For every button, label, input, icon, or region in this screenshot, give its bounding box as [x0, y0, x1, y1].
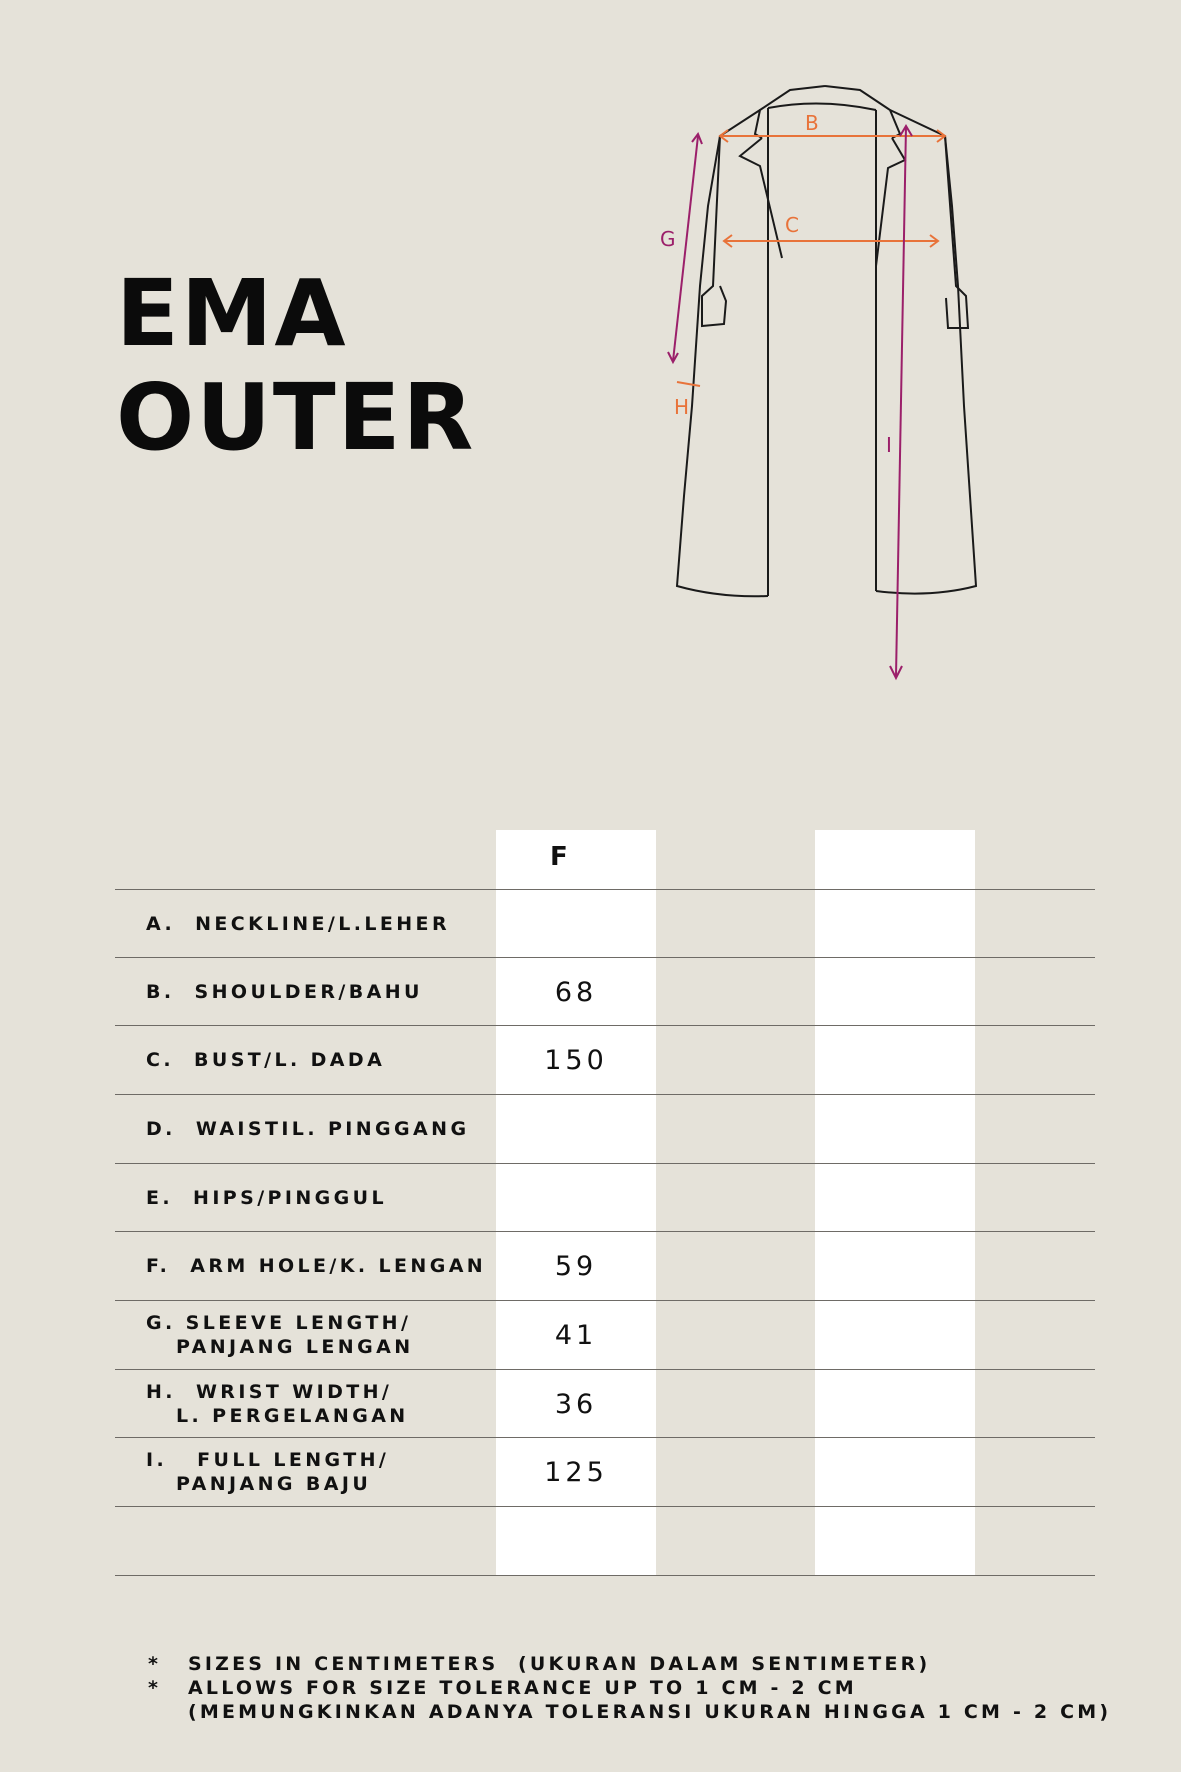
coat-measurement-diagram: [660, 86, 980, 686]
row-label: C. BUST/L. DADA: [146, 1049, 386, 1071]
note-text: SIZES IN CENTIMETERS (UKURAN DALAM SENTIMETER): [188, 1653, 931, 1675]
row-value: 68: [554, 976, 598, 1008]
row-value: 36: [554, 1388, 598, 1420]
note-line: [148, 1652, 1111, 1676]
coat-right-side: [876, 110, 976, 594]
table-row: [115, 889, 1095, 958]
table-row: [115, 1506, 1095, 1576]
table-row: [115, 1300, 1095, 1369]
size-header-f: F: [550, 842, 569, 872]
table-row: [115, 1163, 1095, 1232]
row-label: G. SLEEVE LENGTH/ PANJANG LENGAN: [146, 1312, 414, 1358]
label-g: G: [660, 227, 676, 251]
table-row: [115, 1094, 1095, 1163]
note-text: ALLOWS FOR SIZE TOLERANCE UP TO 1 CM - 2 CM: [188, 1677, 857, 1699]
row-label: B. SHOULDER/BAHU: [146, 981, 423, 1003]
row-value: [496, 1164, 656, 1232]
table-row: [115, 1369, 1095, 1438]
label-i: I: [886, 433, 892, 457]
product-title-line1: EMA: [116, 260, 348, 367]
row-label: D. WAISTIL. PINGGANG: [146, 1118, 470, 1140]
row-value: [496, 1507, 656, 1575]
row-value: [496, 890, 656, 958]
row-label: I. FULL LENGTH/ PANJANG BAJU: [146, 1449, 390, 1495]
table-row: [115, 957, 1095, 1026]
coat-left-side: [677, 110, 768, 596]
coat-lapel-right: [876, 138, 905, 266]
coat-collar-right: [825, 86, 900, 138]
wrist-measure-line: [677, 382, 700, 386]
label-b: B: [805, 111, 819, 135]
row-value: 150: [544, 1044, 608, 1076]
coat-neck: [768, 103, 876, 110]
table-row: [115, 1437, 1095, 1506]
row-label: A. NECKLINE/L.LEHER: [146, 913, 450, 935]
row-value: [496, 1095, 656, 1163]
row-value: 41: [554, 1319, 598, 1351]
note-text: (MEMUNGKINKAN ADANYA TOLERANSI UKURAN HINGGA 1 CM - 2 CM): [188, 1701, 1112, 1723]
note-bullet: *: [148, 1653, 162, 1675]
row-label: E. HIPS/PINGGUL: [146, 1187, 387, 1209]
row-value: 125: [544, 1456, 608, 1488]
sleeve-measure-line: [673, 136, 698, 361]
row-label: F. ARM HOLE/K. LENGAN: [146, 1255, 487, 1277]
size-notes: [148, 1652, 1111, 1724]
note-bullet: [148, 1700, 188, 1724]
label-c: C: [785, 213, 799, 237]
product-title: [116, 262, 475, 470]
note-bullet: *: [148, 1677, 162, 1699]
note-line: [148, 1676, 1111, 1700]
product-title-line2: OUTER: [116, 364, 476, 471]
label-h: H: [674, 395, 690, 419]
table-row: [115, 1025, 1095, 1094]
note-line: [148, 1700, 1111, 1724]
row-label: H. WRIST WIDTH/ L. PERGELANGAN: [146, 1381, 409, 1427]
row-value: 59: [554, 1250, 598, 1282]
table-row: [115, 1231, 1095, 1300]
